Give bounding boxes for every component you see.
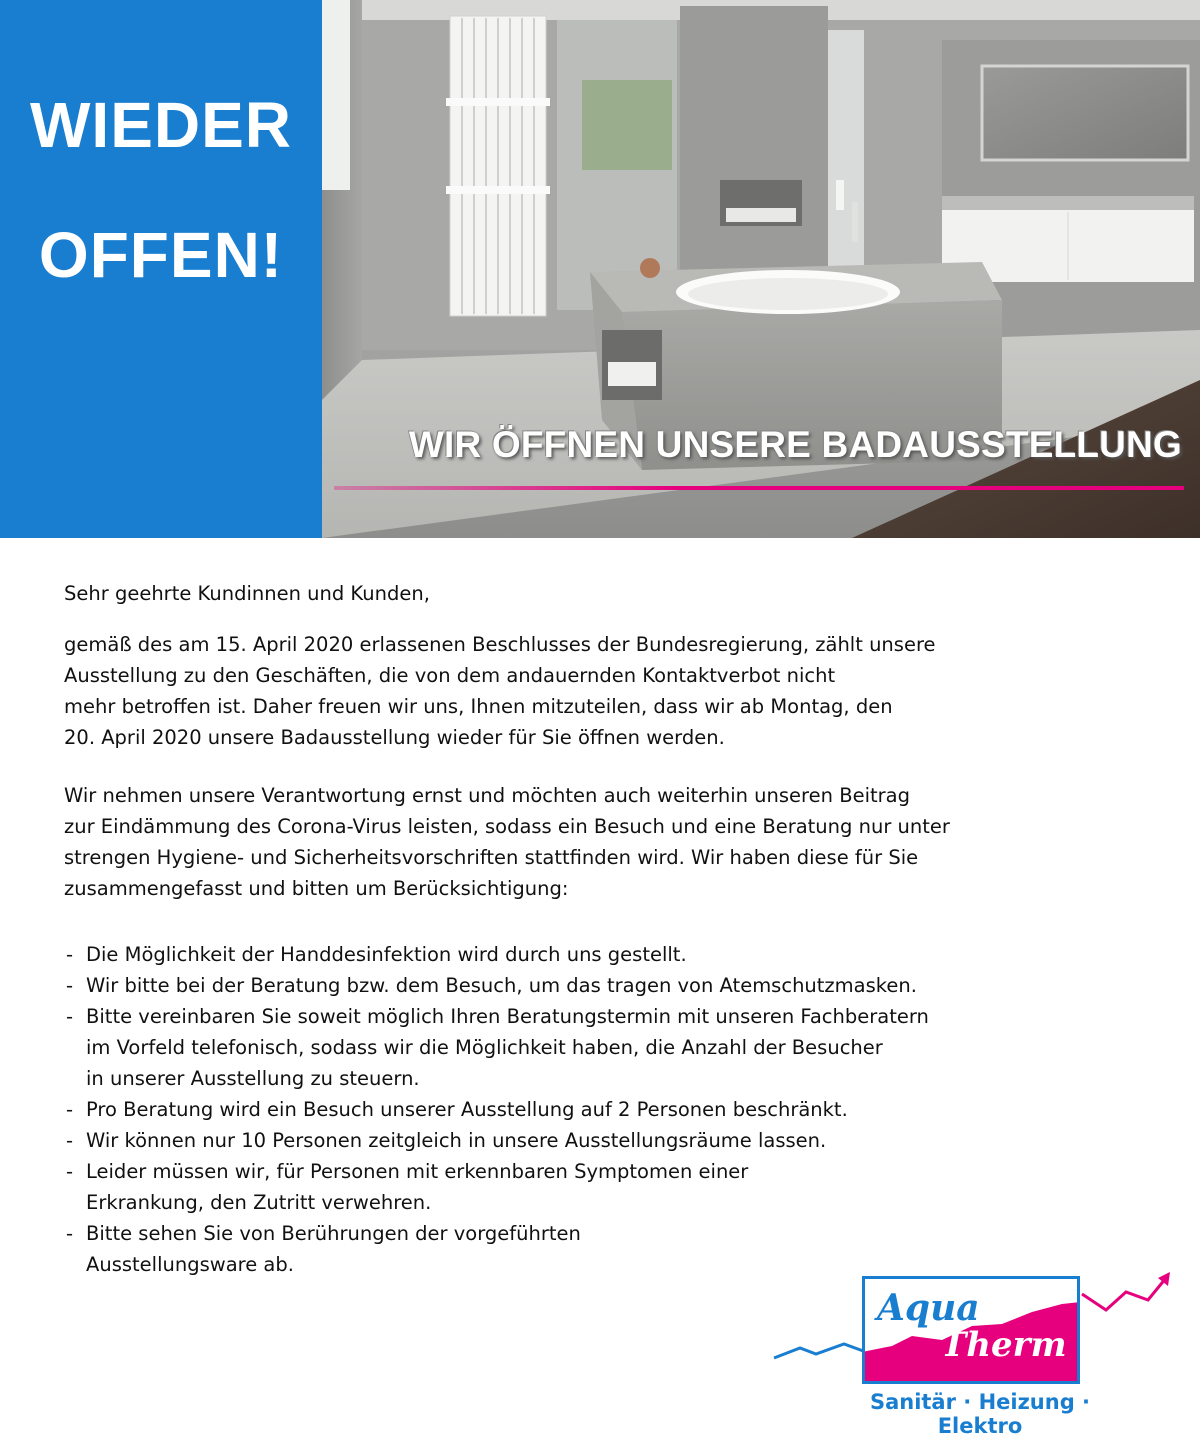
paragraph-line: Ausstellung zu den Geschäften, die von dem andauernden Kontaktverbot nicht bbox=[64, 664, 836, 687]
rule-text: Erkrankung, den Zutritt verwehren. bbox=[86, 1191, 432, 1214]
announcement-body bbox=[64, 578, 1154, 1280]
opening-paragraph bbox=[64, 629, 1154, 753]
logo-badge bbox=[862, 1276, 1080, 1384]
hygiene-paragraph bbox=[64, 780, 1154, 904]
paragraph-line: zusammengefasst und bitten um Berücksichtigung: bbox=[64, 877, 569, 900]
logo-tagline: Sanitär · Heizung · Elektro bbox=[869, 1390, 1091, 1438]
rule-text: Pro Beratung wird ein Besuch unserer Ausstellung auf 2 Personen beschränkt. bbox=[86, 1098, 848, 1121]
paragraph-line: zur Eindämmung des Corona-Virus leisten, sodass ein Besuch und eine Beratung nur unter bbox=[64, 815, 950, 838]
paragraph-line: 20. April 2020 unsere Badausstellung wieder für Sie öffnen werden. bbox=[64, 726, 725, 749]
rule-item bbox=[64, 1156, 1154, 1218]
paragraph-line: gemäß des am 15. April 2020 erlassenen Beschlusses der Bundesregierung, zählt unsere bbox=[64, 633, 936, 656]
logo-word-therm: Therm bbox=[941, 1325, 1067, 1365]
rule-text: Wir können nur 10 Personen zeitgleich in unsere Ausstellungsräume lassen. bbox=[86, 1129, 827, 1152]
rule-item bbox=[64, 1125, 1154, 1156]
aquatherm-logo bbox=[770, 1262, 1190, 1438]
rule-text: Die Möglichkeit der Handdesinfektion wird durch uns gestellt. bbox=[86, 943, 687, 966]
rule-item bbox=[64, 939, 1154, 970]
rule-text: Leider müssen wir, für Personen mit erkennbaren Symptomen einer bbox=[86, 1160, 749, 1183]
rule-text: Ausstellungsware ab. bbox=[86, 1253, 294, 1276]
rule-item bbox=[64, 1094, 1154, 1125]
paragraph-line: mehr betroffen ist. Daher freuen wir uns, Ihnen mitzuteilen, dass wir ab Montag, den bbox=[64, 695, 893, 718]
rule-text: Wir bitte bei der Beratung bzw. dem Besuch, um das tragen von Atemschutzmasken. bbox=[86, 974, 917, 997]
hygiene-rules-list bbox=[64, 939, 1154, 1280]
logo-word-aqua: Aqua bbox=[877, 1287, 980, 1329]
rule-item bbox=[64, 1001, 1154, 1094]
rule-text: in unserer Ausstellung zu steuern. bbox=[86, 1067, 420, 1090]
salutation: Sehr geehrte Kundinnen und Kunden, bbox=[64, 582, 430, 605]
paragraph-line: strengen Hygiene- und Sicherheitsvorschriften stattfinden wird. Wir haben diese für Sie bbox=[64, 846, 919, 869]
rule-text: im Vorfeld telefonisch, sodass wir die Möglichkeit haben, die Anzahl der Besucher bbox=[86, 1036, 883, 1059]
hero-header bbox=[0, 0, 1200, 538]
paragraph-line: Wir nehmen unsere Verantwortung ernst und möchten auch weiterhin unseren Beitrag bbox=[64, 784, 910, 807]
headline-line-2: OFFEN! bbox=[38, 219, 284, 291]
rule-text: Bitte sehen Sie von Berührungen der vorgeführten bbox=[86, 1222, 581, 1245]
banner-underline bbox=[334, 486, 1184, 490]
rule-text: Bitte vereinbaren Sie soweit möglich Ihren Beratungstermin mit unseren Fachberatern bbox=[86, 1005, 929, 1028]
rule-item bbox=[64, 970, 1154, 1001]
headline-line-1: WIEDER bbox=[30, 89, 292, 161]
headline-panel bbox=[0, 0, 322, 538]
banner-heading: WIR ÖFFNEN UNSERE BADAUSSTELLUNG bbox=[408, 424, 1182, 465]
